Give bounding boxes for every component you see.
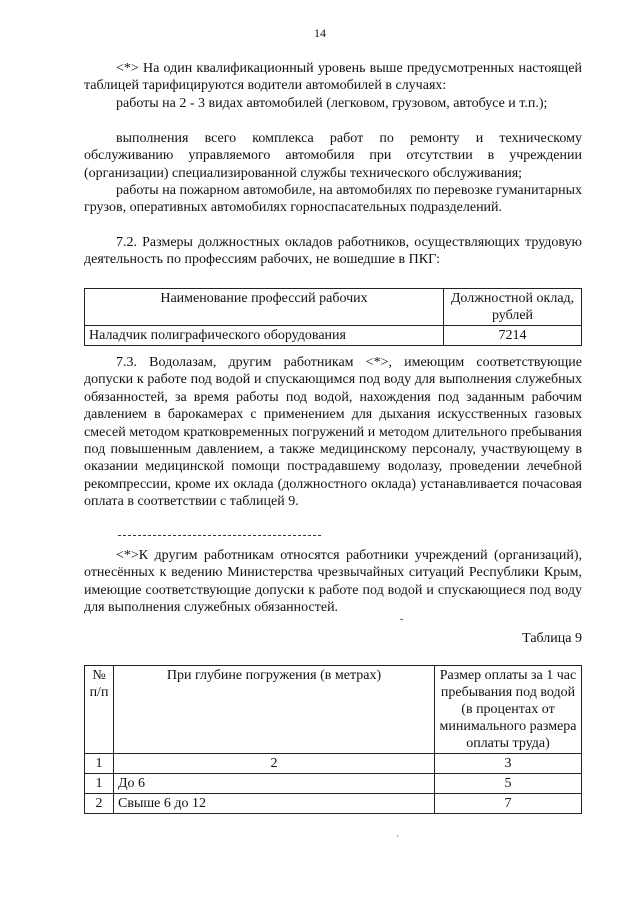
index-cell: 1 (85, 754, 114, 774)
index-cell: 3 (435, 754, 582, 774)
table-row (85, 666, 582, 754)
row-number-cell: 2 (85, 794, 114, 814)
section-7-3: 7.3. Водолазам, другим работникам <*>, имеющим соответствующие допуски к работе под водой и спускающимся под воду для выполнения служебных обязанностей, за время работы под водой, нахождения под заданным рабочим давлением в барокамерах с применением для дыхания искусственных газовых смесей методом кратковременных погружений и методом длительного пребывания под повышенным давлением, а также медицинскому персоналу, участвующему в оказании медицинской помощи пострадавшему водолазу, проведении лечебной рекомпрессии, кроме их оклада (должностного оклада) устанавливается почасовая оплата в соответствии с таблицей 9. (84, 355, 582, 510)
footnote-separator (118, 535, 321, 536)
table-row (85, 754, 582, 774)
pay-cell: 5 (435, 774, 582, 794)
case-several-vehicles: работы на 2 - 3 видах автомобилей (легковом, грузовом, автобусе и т.п.); (116, 96, 548, 111)
column-header-pay: Размер оплаты за 1 час пребывания под водой (в процентах от минимального размера оплаты труда) (435, 666, 582, 754)
salary-table (84, 288, 582, 346)
table-row (85, 794, 582, 814)
table-row (85, 289, 582, 326)
scan-mark: · (396, 832, 399, 841)
column-header-number: № п/п (85, 666, 114, 754)
page-number: 14 (314, 26, 326, 40)
section-7-2: 7.2. Размеры должностных окладов работников, осуществляющих трудовую деятельность по профессиям рабочих, не вошедшие в ПКГ: (84, 235, 582, 268)
column-header-depth: При глубине погружения (в метрах) (114, 666, 435, 754)
table-row (85, 774, 582, 794)
table-9-caption: Таблица 9 (522, 631, 582, 646)
table-row (85, 326, 582, 346)
depth-cell: Свыше 6 до 12 (114, 794, 435, 814)
footnote-intro: <*> На один квалификационный уровень выше предусмотренных настоящей таблицей тарифицируются водители автомобилей в случаях: (84, 61, 582, 94)
depth-cell: До 6 (114, 774, 435, 794)
scan-mark: ˘ (400, 618, 404, 629)
footnote-other-workers: <*>К другим работникам относятся работники учреждений (организаций), отнесённых к ведению Министерства чрезвычайных ситуаций Республики Крым, имеющие соответствующие допуски к работе под водой и спускающиеся под воду для выполнения служебных обязанностей. (84, 548, 582, 616)
column-header-salary: Должностной оклад, рублей (444, 289, 582, 326)
case-full-maintenance: выполнения всего комплекса работ по ремонту и техническому обслуживанию управляемого автомобиля при отсутствии в учреждении (организации) специализированной службы технического обслуживания; (84, 131, 582, 181)
index-cell: 2 (114, 754, 435, 774)
row-number-cell: 1 (85, 774, 114, 794)
column-header-profession: Наименование профессий рабочих (85, 289, 444, 326)
salary-cell: 7214 (444, 326, 582, 346)
case-special-vehicles: работы на пожарном автомобиле, на автомобилях по перевозке гуманитарных грузов, оперативных автомобилях горноспасательных подразделений. (84, 183, 582, 216)
diving-pay-table (84, 665, 582, 814)
pay-cell: 7 (435, 794, 582, 814)
profession-cell: Наладчик полиграфического оборудования (85, 326, 444, 346)
